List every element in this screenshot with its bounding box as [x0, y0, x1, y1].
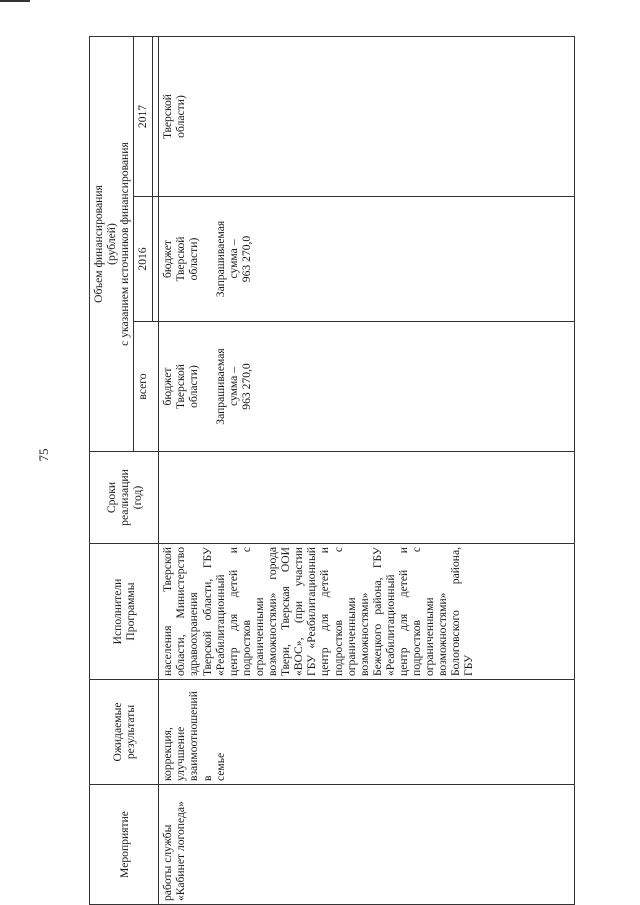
row-period [159, 452, 575, 544]
row-total: бюджет Тверской области) Запрашиваемая сумма – 963 270,0 [159, 322, 575, 452]
header-2016: 2016 [134, 197, 153, 322]
funding-table-sheet [89, 37, 575, 905]
row-activity: работы службы «Кабинет логопеда» [159, 785, 575, 905]
corner-mark [0, 0, 30, 16]
row-2017: Тверской области) [159, 37, 575, 197]
row-executors: населения Тверской области, Министерство здравоохранения Тверской области, ГБУ «Реабилитационный центр для детей и подростков с ограниченными возможностями» города Твери, Тверская ООИ «ВОС», (при участии ГБУ «Реабилитационный центр для детей и подростков с ограниченными возможностями» Бежецкого района, ГБУ «Реабилитационный центр для детей и подростков с ограниченными возможностями» Бологовского района, ГБУ [159, 544, 575, 680]
header-executors: Исполнители Программы [90, 544, 159, 680]
funding-table [89, 36, 575, 905]
row-2016: бюджет Тверской области) Запрашиваемая сумма – 963 270,0 [159, 197, 575, 322]
row-expected-results: коррекция, улучшение взаимоотношений в семье [159, 680, 575, 785]
header-expected-results: Ожидаемые результаты [90, 680, 159, 785]
header-funding: Объем финансирования (рублей) с указанием источников финансирования [90, 37, 134, 452]
header-2017: 2017 [134, 37, 153, 197]
header-period: Сроки реализации (год) [90, 452, 159, 544]
header-activity: Мероприятие [90, 785, 159, 905]
page-number: 75 [36, 448, 51, 462]
header-total: всего [134, 322, 159, 452]
